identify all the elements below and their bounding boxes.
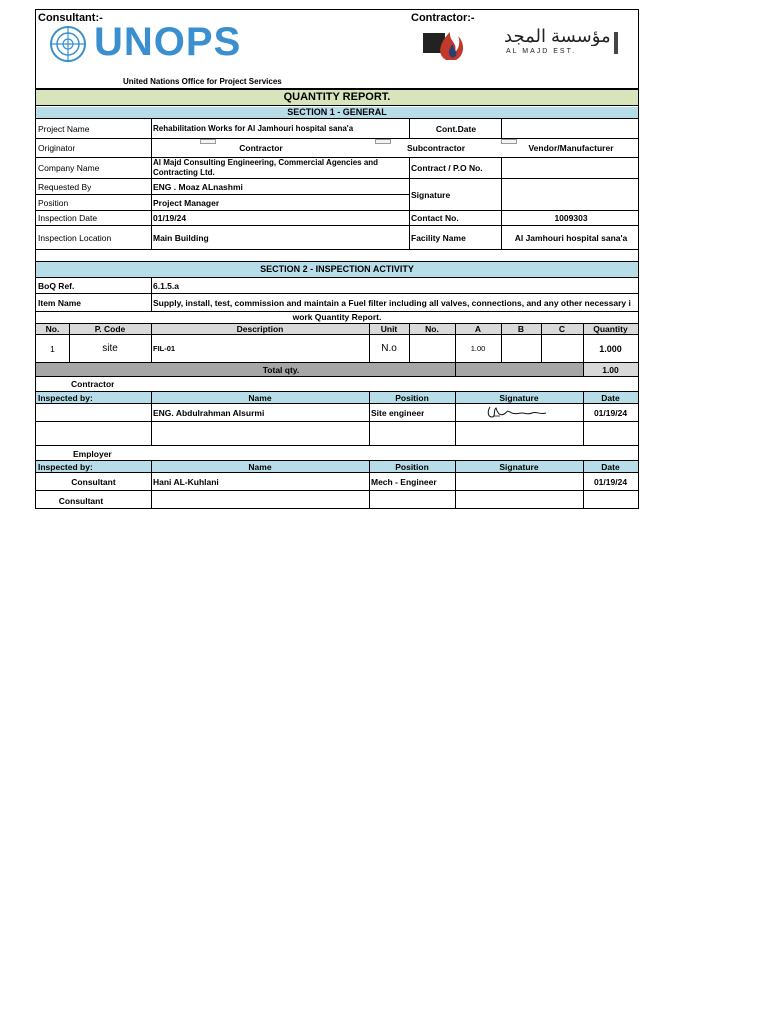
handwritten-signature-icon <box>484 404 554 420</box>
consultant-label: Consultant:- <box>38 12 103 24</box>
quantity-report-sheet <box>35 9 639 509</box>
contractor-inspected-by-label: Inspected by: <box>38 393 93 403</box>
contractor-block-title: Contractor <box>71 379 115 389</box>
facility-name-label: Facility Name <box>411 233 466 243</box>
contractor-position-header: Position <box>395 393 429 403</box>
col-unit: Unit <box>380 324 398 334</box>
contractor-inspector-position: Site engineer <box>371 408 425 418</box>
row-unit: N.o <box>381 343 397 354</box>
col-a: A <box>474 324 482 334</box>
project-name-value: Rehabilitation Works for Al Jamhouri hospital sana'a <box>153 124 354 133</box>
cont-date-label: Cont.Date <box>435 124 477 134</box>
row-a: 1.00 <box>470 344 486 353</box>
unops-logo-text: UNOPS <box>94 20 242 64</box>
row-description: FIL-01 <box>153 344 176 353</box>
almajd-logo-english: AL MAJD EST. <box>506 48 577 55</box>
contact-no-label: Contact No. <box>411 213 459 223</box>
col-description: Description <box>236 324 284 334</box>
contact-no-value: 1009303 <box>554 213 588 223</box>
employer-signature-header: Signature <box>499 462 539 472</box>
contract-po-label: Contract / P.O No. <box>411 163 483 173</box>
contractor-inspector-name: ENG. Abdulrahman Alsurmi <box>153 408 265 418</box>
project-name-label: Project Name <box>38 124 90 134</box>
almajd-flame-logo-icon <box>422 24 480 64</box>
inspection-location-label: Inspection Location <box>38 233 112 243</box>
employer-row1-name: Hani AL-Kuhlani <box>153 477 219 487</box>
work-report-title: work Quantity Report. <box>292 312 382 322</box>
company-name-line2: Contracting Ltd. <box>153 168 215 177</box>
contractor-date-header: Date <box>601 393 620 403</box>
originator-contractor: Contractor <box>239 143 283 153</box>
item-name-value: Supply, install, test, commission and maintain a Fuel filter including all valves, connections, and any other necessary i <box>153 298 631 308</box>
originator-subcontractor: Subcontractor <box>406 143 466 153</box>
position-label: Position <box>38 198 69 208</box>
item-name-label: Item Name <box>38 298 81 308</box>
col-no: No. <box>45 324 60 334</box>
employer-date-header: Date <box>601 462 620 472</box>
inspection-location-value: Main Building <box>153 233 209 243</box>
signature-label: Signature <box>411 190 451 200</box>
employer-row2-role: Consultant <box>58 496 104 506</box>
col-count: No. <box>425 324 439 334</box>
boq-ref-label: BoQ Ref. <box>38 281 75 291</box>
unops-subtitle: United Nations Office for Project Services <box>123 77 282 86</box>
boq-ref-value: 6.1.5.a <box>153 281 179 291</box>
employer-name-header: Name <box>248 462 272 472</box>
section1-heading: SECTION 1 - GENERAL <box>36 107 638 118</box>
employer-position-header: Position <box>395 462 429 472</box>
row-p-code: site <box>102 343 118 354</box>
requested-by-value: ENG . Moaz ALnashmi <box>153 182 243 192</box>
requested-by-label: Requested By <box>38 182 92 192</box>
row-no: 1 <box>50 344 55 354</box>
row-quantity: 1.000 <box>599 344 622 354</box>
company-name-label: Company Name <box>38 163 100 173</box>
contractor-signature-header: Signature <box>499 393 539 403</box>
facility-name-value: Al Jamhouri hospital sana'a <box>514 233 628 243</box>
total-label: Total qty. <box>262 365 300 375</box>
inspection-date-value: 01/19/24 <box>153 213 187 223</box>
col-c: C <box>558 324 566 334</box>
contractor-label: Contractor:- <box>411 12 475 24</box>
contractor-inspection-date: 01/19/24 <box>593 408 628 418</box>
employer-inspected-by-label: Inspected by: <box>38 462 93 472</box>
col-quantity: Quantity <box>593 324 628 334</box>
contractor-name-header: Name <box>248 393 272 403</box>
section2-heading: SECTION 2 - INSPECTION ACTIVITY <box>36 262 638 277</box>
almajd-logo-bar <box>614 32 618 54</box>
employer-row1-date: 01/19/24 <box>593 477 628 487</box>
col-p-code: P. Code <box>94 324 126 334</box>
almajd-logo-arabic: مؤسسة المجد <box>504 26 611 46</box>
employer-row1-role: Consultant <box>71 477 116 487</box>
total-value: 1.00 <box>602 365 619 375</box>
employer-block-title: Employer <box>73 449 112 459</box>
un-emblem-icon <box>48 24 88 64</box>
company-name-line1: Al Majd Consulting Engineering, Commercial Agencies and <box>153 158 379 167</box>
inspection-date-label: Inspection Date <box>38 213 98 223</box>
col-b: B <box>517 324 525 334</box>
report-title: QUANTITY REPORT. <box>36 90 638 105</box>
employer-row1-position: Mech - Engineer <box>371 477 437 487</box>
originator-label: Originator <box>38 143 76 153</box>
position-value: Project Manager <box>153 198 220 208</box>
originator-vendor: Vendor/Manufacturer <box>528 143 614 153</box>
